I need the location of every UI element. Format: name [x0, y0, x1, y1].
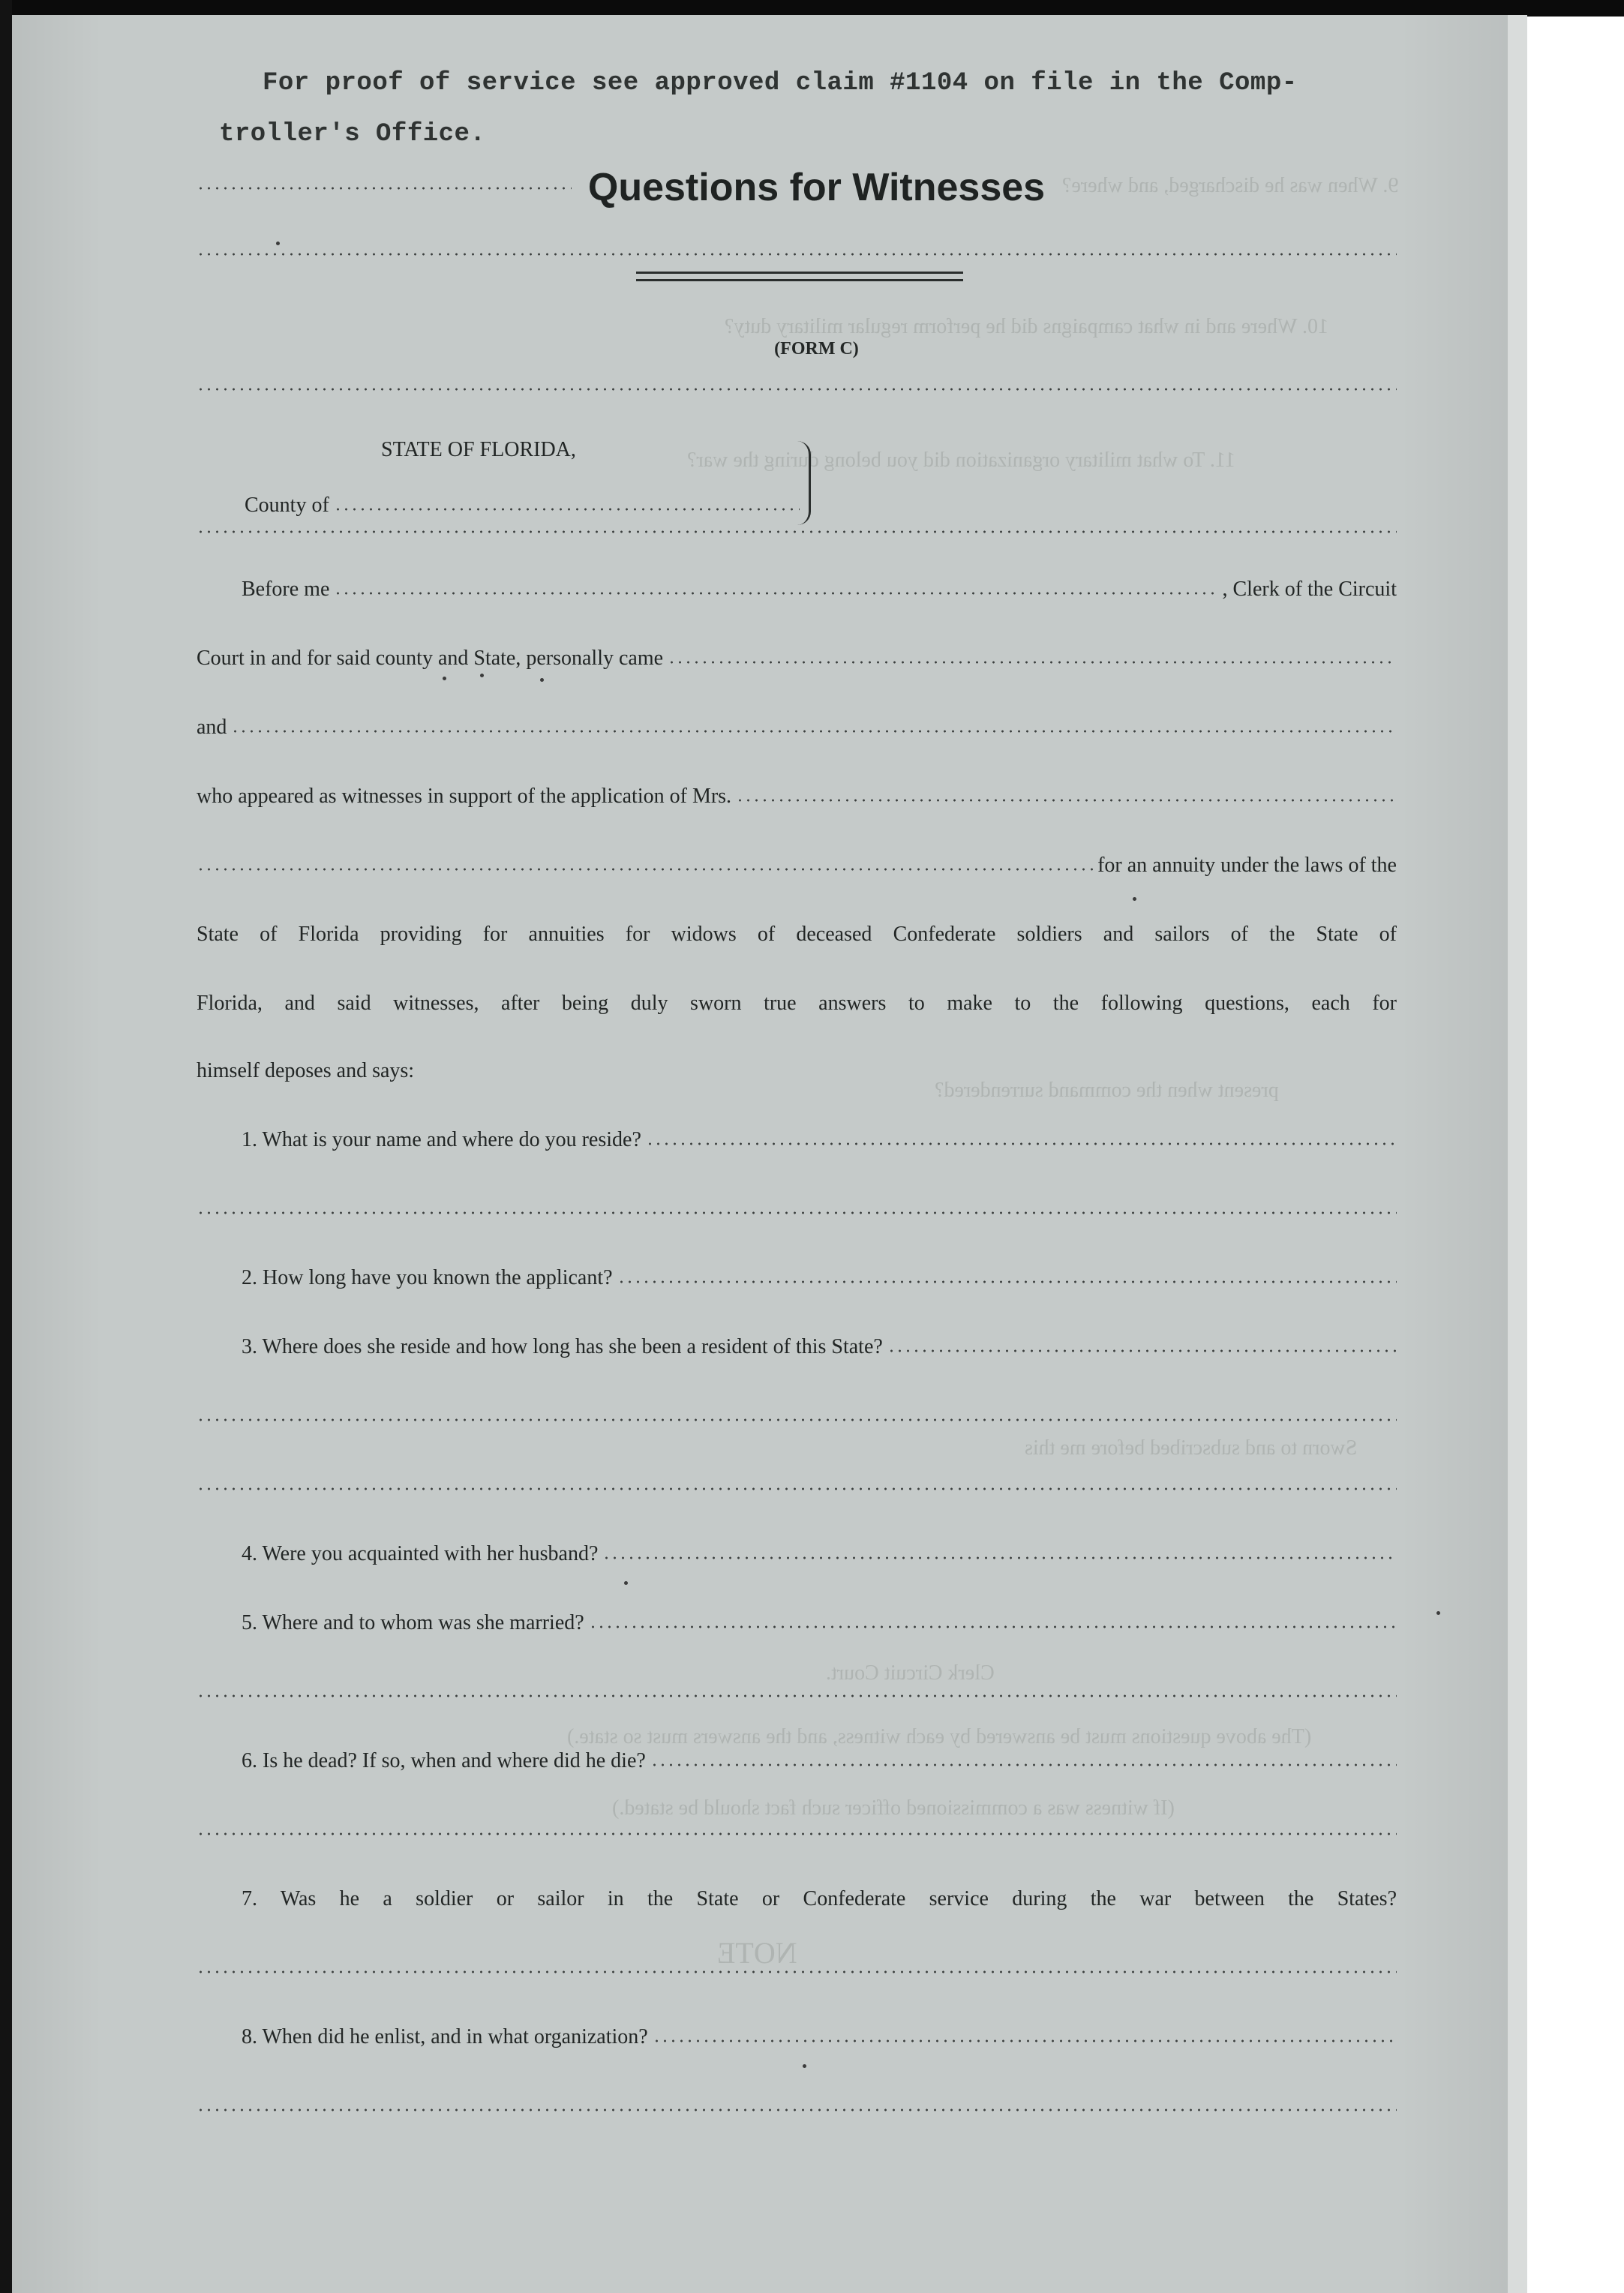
scan-speck — [480, 674, 484, 677]
bleed-through-text: (The above questions must be answered by each witness, and the answers must so state.) — [567, 1725, 1312, 1748]
state-heading: STATE OF FLORIDA, — [381, 438, 576, 461]
blank-line — [197, 233, 1397, 263]
question-5: 5. Where and to whom was she married? — [242, 1605, 1397, 1635]
page-title: Questions for Witnesses — [587, 166, 1046, 209]
question-2: 2. How long have you known the applicant? — [242, 1260, 1397, 1290]
answer-4-field[interactable] — [602, 1556, 1397, 1560]
answer-8-field[interactable] — [653, 2039, 1397, 2043]
applicant-name-field[interactable] — [736, 798, 1397, 803]
answer-2-field[interactable] — [617, 1280, 1397, 1284]
applicant-line: who appeared as witnesses in support of the application of Mrs. — [197, 779, 1397, 809]
scan-speck — [540, 678, 544, 682]
bleed-through-text: 11. To what military organization did you belong during the war? — [687, 449, 1235, 472]
typed-service-note-line-2: troller's Office. — [219, 120, 486, 149]
question-8: 8. When did he enlist, and in what organization? — [242, 2019, 1397, 2049]
title-rule-bottom — [636, 279, 963, 281]
applicant-name-field-continued[interactable] — [197, 867, 1093, 872]
blank-line — [197, 368, 1397, 398]
answer-line[interactable] — [197, 1950, 1397, 1980]
question-4: 4. Were you acquainted with her husband? — [242, 1536, 1397, 1566]
bleed-through-text: (If witness was a commissioned officer such fact should be stated.) — [612, 1796, 1175, 1820]
county-label: County of — [245, 494, 329, 517]
bleed-through-text: 10. Where and in what campaigns did he perform regular military duty? — [725, 315, 1328, 338]
answer-line[interactable] — [197, 1191, 1397, 1221]
bleed-through-text: Clerk Circuit Court. — [826, 1661, 995, 1685]
answer-line[interactable] — [197, 2088, 1397, 2118]
scan-speck — [443, 677, 446, 680]
preamble-text-line: State of Florida providing for annuities for widows of deceased Confederate soldiers and sailors of the State of — [197, 923, 1397, 946]
answer-1-field[interactable] — [646, 1142, 1397, 1146]
answer-6-field[interactable] — [650, 1763, 1397, 1767]
scan-top-edge — [0, 0, 1624, 17]
preamble-text-line: himself deposes and says: — [197, 1059, 415, 1082]
typed-service-note-line-1: For proof of service see approved claim #1104 on file in the Comp- — [263, 69, 1298, 98]
title-rule-top — [636, 272, 963, 274]
court-line: Court in and for said county and State, personally came — [197, 641, 1397, 671]
and-line: and — [197, 710, 1397, 740]
before-me-line: Before me , Clerk of the Circuit — [242, 578, 1397, 601]
clerk-name-field[interactable] — [334, 591, 1217, 596]
bleed-through-text: Sworn to and subscribed before me this — [1025, 1436, 1358, 1460]
second-witness-field[interactable] — [231, 729, 1397, 734]
question-3: 3. Where does she reside and how long has she been a resident of this State? — [242, 1329, 1397, 1359]
first-witness-field[interactable] — [668, 660, 1397, 665]
preamble-text-line: Florida, and said witnesses, after being duly sworn true answers to make to the following questions, each for — [197, 992, 1397, 1015]
form-label: (FORM C) — [774, 339, 859, 359]
bleed-through-text: 9. When was he discharged, and where? — [1062, 174, 1399, 197]
answer-3-field[interactable] — [887, 1349, 1397, 1353]
question-6: 6. Is he dead? If so, when and where did he die? — [242, 1743, 1397, 1773]
blank-line — [197, 167, 572, 197]
answer-line[interactable] — [197, 1467, 1397, 1497]
scan-left-edge — [0, 0, 12, 2293]
scan-speck — [624, 1581, 628, 1585]
question-1: 1. What is your name and where do you reside? — [242, 1122, 1397, 1152]
answer-5-field[interactable] — [589, 1625, 1397, 1629]
question-7: 7. Was he a soldier or sailor in the State or Confederate service during the war between the States? — [242, 1887, 1397, 1910]
annuity-line: for an annuity under the laws of the — [197, 848, 1397, 878]
answer-line[interactable] — [197, 1398, 1397, 1428]
scan-speck — [803, 2064, 806, 2068]
scan-speck — [1436, 1611, 1440, 1615]
scan-speck — [276, 242, 280, 245]
bleed-through-text: NOTE — [717, 1936, 797, 1970]
blank-line — [197, 510, 1397, 540]
answer-line[interactable] — [197, 1674, 1397, 1704]
answer-line[interactable] — [197, 1812, 1397, 1842]
bleed-through-text: present when the command surrendered? — [935, 1079, 1279, 1102]
scan-speck — [1133, 897, 1136, 901]
